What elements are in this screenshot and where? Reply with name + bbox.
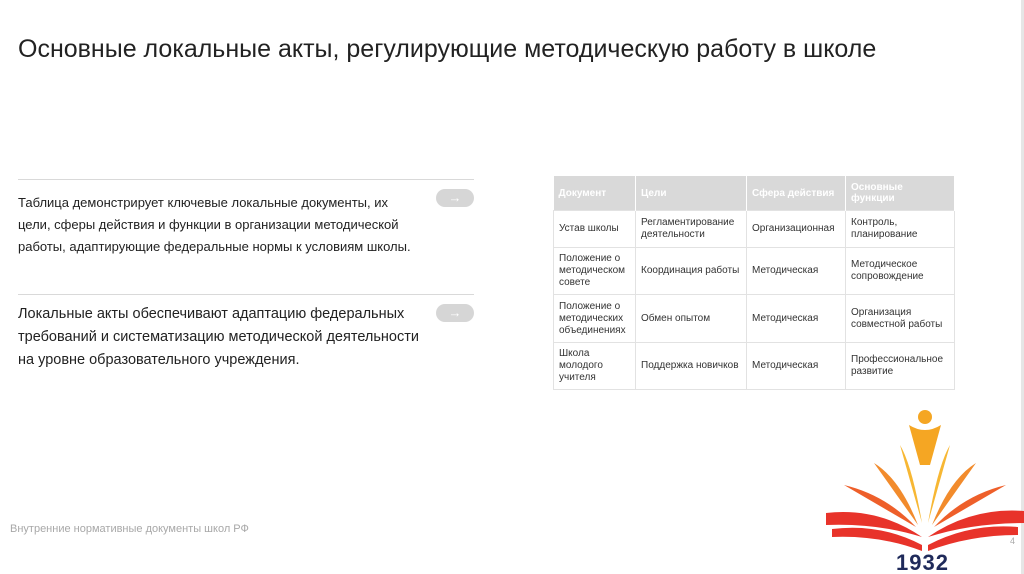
table-cell: Организация совместной работы: [846, 295, 955, 343]
table-cell: Регламентирование деятельности: [636, 211, 747, 248]
table-header-cell: Документ: [554, 176, 636, 211]
table-row: [554, 248, 955, 295]
table-header-cell: Основные функции: [846, 176, 955, 211]
table-cell: Профессиональное развитие: [846, 343, 955, 390]
arrow-right-icon[interactable]: →: [436, 304, 474, 322]
table-cell: Обмен опытом: [636, 295, 747, 343]
table-cell: Устав школы: [554, 211, 636, 248]
table-header-cell: Цели: [636, 176, 747, 211]
table-row: [554, 343, 955, 390]
slide-title: Основные локальные акты, регулирующие методическую работу в школе: [18, 35, 877, 63]
table-cell: Контроль, планирование: [846, 211, 955, 248]
logo-year: 1932: [896, 550, 949, 574]
table-cell: Координация работы: [636, 248, 747, 295]
table-cell: Методическая: [747, 295, 846, 343]
table-cell: Положение о методическом совете: [554, 248, 636, 295]
text-block-2-text: Локальные акты обеспечивают адаптацию федеральных требований и систематизацию методической деятельности на уровне образовательного учреждения.: [18, 306, 419, 368]
table-header-cell: Сфера действия: [747, 176, 846, 211]
arrow-right-icon[interactable]: →: [436, 189, 474, 207]
documents-table: [553, 176, 955, 390]
table-cell: Методическое сопровождение: [846, 248, 955, 295]
table-row: [554, 211, 955, 248]
page-number: 4: [1010, 536, 1016, 546]
text-block-2: [18, 294, 474, 372]
text-block-1-text: Таблица демонстрирует ключевые локальные документы, их цели, сферы действия и функции в организации методической работы, адаптирующие федеральные нормы к условиям школы.: [18, 195, 411, 254]
table-cell: Поддержка новичков: [636, 343, 747, 390]
book-flame-logo-icon: [822, 405, 1024, 574]
table-cell: Методическая: [747, 248, 846, 295]
table-header-row: [554, 176, 955, 211]
table-cell: Методическая: [747, 343, 846, 390]
table-row: [554, 295, 955, 343]
table-cell: Организационная: [747, 211, 846, 248]
table-cell: Положение о методических объединениях: [554, 295, 636, 343]
table-cell: Школа молодого учителя: [554, 343, 636, 390]
text-block-1: [18, 179, 474, 258]
footer-source: Внутренние нормативные документы школ РФ: [10, 523, 249, 535]
